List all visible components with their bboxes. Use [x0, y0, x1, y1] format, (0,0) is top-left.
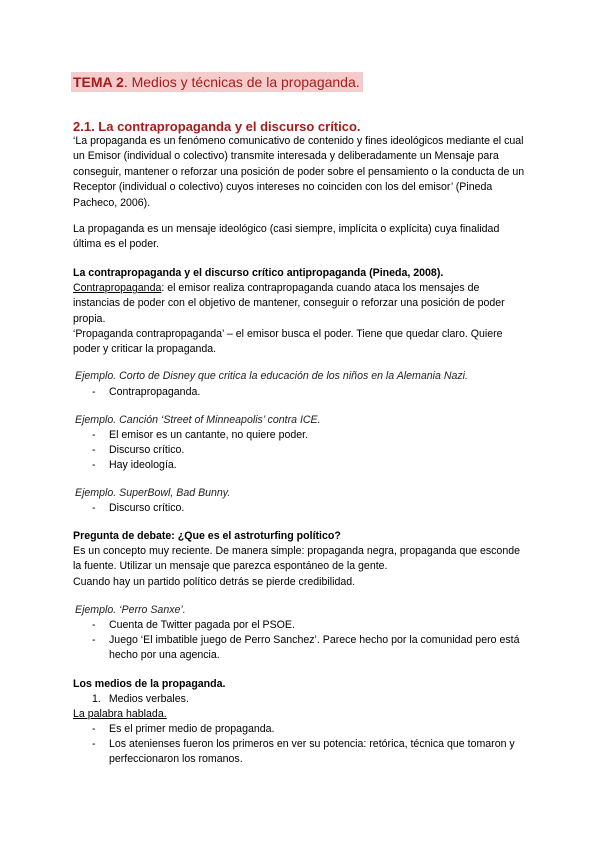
numbered-marker: 1.	[92, 693, 101, 705]
title-text: . Medios y técnicas de la propaganda.	[123, 74, 360, 90]
debate-heading: Pregunta de debate: ¿Que es el astroturfing político?	[73, 530, 341, 542]
list-item-text: Es el primer medio de propaganda.	[109, 723, 275, 735]
list-item-text: Juego ‘El imbatible juego de Perro Sanchez’. Parece hecho por la comunidad pero está hecho por una agencia.	[109, 634, 520, 661]
debate-credibility: Cuando hay un partido político detrás se pierde credibilidad.	[73, 576, 356, 588]
bullet-dash: -	[92, 738, 96, 750]
numbered-item-text: Medios verbales.	[108, 693, 189, 705]
bullet-dash: -	[92, 459, 96, 471]
bullet-dash: -	[92, 502, 96, 514]
bullet-dash: -	[92, 386, 96, 398]
debate-text: Es un concepto muy reciente. De manera simple: propaganda negra, propaganda que esconde la fuente. Utilizar un mensaje que parezca espontáneo de la gente.	[73, 545, 520, 573]
antiprop-heading: La contrapropaganda y el discurso crítico antipropaganda (Pineda, 2008).	[73, 267, 444, 279]
paragraph-power: La propaganda es un mensaje ideológico (casi siempre, implícita o explícita) cuya finalidad última es el poder.	[73, 223, 500, 251]
term-definition: : el emisor realiza contrapropaganda cuando ataca los mensajes de instancias de poder con el objetivo de mantener, conseguir o reforzar una posición de poder propia.	[73, 282, 505, 325]
media-heading: Los medios de la propaganda.	[73, 678, 226, 690]
bullet-dash: -	[92, 634, 96, 646]
title-number: TEMA 2	[73, 74, 124, 90]
list-item-text: Hay ideología.	[109, 459, 177, 471]
list-item-text: Contrapropaganda.	[109, 386, 201, 398]
bullet-dash: -	[92, 429, 96, 441]
example-title: Ejemplo. Canción ‘Street of Minneapolis’ contra ICE.	[75, 414, 321, 426]
list-item-text: Los atenienses fueron los primeros en ver su potencia: retórica, técnica que tomaron y perfeccionaron los romanos.	[109, 738, 515, 765]
list-item-text: Cuenta de Twitter pagada por el PSOE.	[109, 619, 295, 631]
section-heading: 2.1. La contrapropaganda y el discurso crítico.	[73, 119, 361, 134]
numbered-item	[92, 692, 189, 707]
list-item-text: Discurso crítico.	[109, 444, 185, 456]
example-title: Ejemplo. ‘Perro Sanxe’.	[75, 604, 186, 616]
term-contrapropaganda: Contrapropaganda	[73, 282, 162, 294]
example-title: Ejemplo. Corto de Disney que critica la educación de los niños en la Alemania Nazi.	[75, 370, 468, 382]
document-title	[71, 72, 363, 92]
list-item-text: Discurso crítico.	[109, 502, 185, 514]
bullet-dash: -	[92, 723, 96, 735]
contrapropaganda-definition	[73, 281, 529, 327]
bullet-dash: -	[92, 619, 96, 631]
bullet-dash: -	[92, 444, 96, 456]
example-title: Ejemplo. SuperBowl, Bad Bunny.	[75, 487, 231, 499]
propaganda-note: ‘Propaganda contrapropaganda’ – el emisor busca el poder. Tiene que quedar claro. Quiere poder y criticar la propaganda.	[73, 328, 503, 356]
list-item-text: El emisor es un cantante, no quiere poder.	[109, 429, 309, 441]
media-subheading: La palabra hablada.	[73, 708, 167, 720]
definition-quote: ‘La propaganda es un fenómeno comunicativo de contenido y fines ideológicos mediante el cual un Emisor (individual o colectivo) transmite interesada y deliberadamente un Mensaje para conseguir, mantener o reforzar una posición de poder sobre el pensamiento o la conducta de un Receptor (individual o colectivo) cuyos intereses no coinciden con los del emisor’ (Pineda Pacheco, 2006).	[73, 135, 525, 209]
